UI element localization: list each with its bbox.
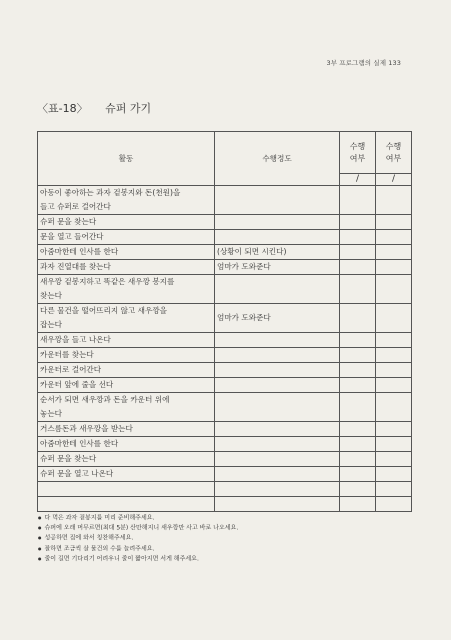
note-text: 줄이 길면 기다리기 어려우니 줄이 짧아지면 서게 해주세요.: [44, 555, 199, 563]
table-row: [38, 422, 412, 437]
activity-text: [40, 482, 212, 496]
performance-cell: [215, 422, 340, 437]
performance-cell: [215, 215, 340, 230]
note-item: [38, 523, 238, 533]
done-check-cell: [376, 348, 412, 363]
activity-text: 거스름돈과 새우깡을 받는다: [40, 424, 133, 433]
bullet-icon: ●: [38, 545, 42, 551]
performance-cell: [215, 482, 340, 497]
date-slash-2: /: [376, 174, 412, 186]
performance-cell: [215, 348, 340, 363]
activity-text: 카운터 앞에 줄을 선다: [40, 380, 114, 389]
performance-cell: 엄마가 도와준다: [215, 304, 340, 333]
done-column-header-1: 수행 여부: [340, 132, 376, 174]
done-check-cell: [376, 260, 412, 275]
table-row: [38, 275, 412, 304]
activity-text: 순서가 되면 새우깡과 돈을 카운터 위에: [40, 395, 170, 404]
done-check-cell: [376, 422, 412, 437]
note-item: [38, 513, 238, 523]
activity-cell: [38, 260, 215, 275]
note-item: [38, 544, 238, 554]
activity-text: 카운터로 걸어간다: [40, 365, 102, 374]
activity-cell: [38, 363, 215, 378]
performance-cell: [215, 275, 340, 304]
performance-cell: [215, 467, 340, 482]
activity-cell: [38, 230, 215, 245]
done-check-cell: [340, 260, 376, 275]
activity-cell: [38, 245, 215, 260]
notes-list: [38, 513, 238, 564]
table-row: [38, 497, 412, 512]
performance-cell: [215, 393, 340, 422]
table-row: [38, 215, 412, 230]
performance-cell: [215, 363, 340, 378]
done-check-cell: [340, 333, 376, 348]
performance-cell: 엄마가 도와준다: [215, 260, 340, 275]
note-text: 슈퍼에 오래 머무르면(최대 5분) 산만해지니 새우깡만 사고 바로 나오세요.: [44, 524, 239, 532]
done-check-cell: [376, 215, 412, 230]
done-check-cell: [376, 497, 412, 512]
note-text: 다 먹은 과자 겉봉지를 미리 준비해주세요.: [44, 514, 155, 522]
activity-text: 아줌마한테 인사를 한다: [40, 439, 119, 448]
table-row: [38, 452, 412, 467]
done-check-cell: [340, 186, 376, 215]
done-check-cell: [340, 482, 376, 497]
activity-text: 문을 열고 들어간다: [40, 232, 104, 241]
table-row: [38, 245, 412, 260]
table-row: [38, 348, 412, 363]
activity-cell: [38, 378, 215, 393]
activity-cell: [38, 497, 215, 512]
done-check-cell: [340, 437, 376, 452]
bullet-icon: ●: [38, 555, 42, 561]
notes: [38, 513, 238, 564]
done-check-cell: [340, 245, 376, 260]
performance-column-header: 수행정도: [215, 132, 340, 186]
done-check-cell: [340, 467, 376, 482]
done-check-cell: [376, 452, 412, 467]
bullet-icon: ●: [38, 535, 42, 541]
activity-cell: [38, 275, 215, 304]
done-check-cell: [376, 304, 412, 333]
table-row: [38, 186, 412, 215]
performance-cell: [215, 333, 340, 348]
performance-cell: (상황이 되면 시킨다): [215, 245, 340, 260]
bullet-icon: ●: [38, 515, 42, 520]
activity-text: 들고 슈퍼로 걸어간다: [40, 202, 111, 211]
table-row: [38, 333, 412, 348]
activity-cell: [38, 304, 215, 333]
activity-text: 다른 물건을 떨어뜨리지 않고 새우깡을: [40, 306, 168, 315]
page-header: 3부 프로그램의 실제 133: [326, 59, 401, 67]
done-check-cell: [376, 230, 412, 245]
activity-cell: [38, 437, 215, 452]
activity-table: [37, 131, 412, 512]
note-text: 잘하면 조금씩 살 물건의 수를 늘려주세요.: [44, 545, 155, 553]
done-check-cell: [340, 393, 376, 422]
activity-text: 아줌마한테 인사를 한다: [40, 247, 119, 256]
performance-cell: [215, 497, 340, 512]
activity-text: 놓는다: [40, 409, 63, 418]
done-check-cell: [376, 482, 412, 497]
activity-cell: [38, 333, 215, 348]
note-text: 성공하면 집에 와서 칭찬해주세요.: [44, 534, 134, 542]
activity-cell: [38, 215, 215, 230]
table-title-text: 슈퍼 가기: [105, 102, 152, 115]
done-check-cell: [340, 422, 376, 437]
done-check-cell: [340, 363, 376, 378]
done-check-cell: [376, 467, 412, 482]
done-column-header-2: 수행 여부: [376, 132, 412, 174]
performance-cell: [215, 186, 340, 215]
activity-cell: [38, 348, 215, 363]
performance-cell: [215, 230, 340, 245]
done-check-cell: [340, 215, 376, 230]
done-check-cell: [376, 378, 412, 393]
activity-text: 새우깡을 들고 나온다: [40, 335, 111, 344]
activity-cell: [38, 452, 215, 467]
done-check-cell: [376, 275, 412, 304]
table-row: [38, 467, 412, 482]
done-check-cell: [340, 275, 376, 304]
table-title: [37, 100, 151, 116]
done-check-cell: [340, 230, 376, 245]
performance-cell: [215, 452, 340, 467]
note-item: [38, 533, 238, 543]
activity-text: 슈퍼 문을 열고 나온다: [40, 469, 114, 478]
table-row: [38, 482, 412, 497]
table-row: [38, 304, 412, 333]
table-row: [38, 393, 412, 422]
performance-cell: [215, 437, 340, 452]
table-number: 〈표-18〉: [37, 102, 88, 115]
done-check-cell: [340, 452, 376, 467]
activity-text: 과자 진열대를 찾는다: [40, 262, 111, 271]
done-check-cell: [376, 333, 412, 348]
done-check-cell: [340, 304, 376, 333]
table-row: [38, 363, 412, 378]
done-check-cell: [376, 245, 412, 260]
bullet-icon: ●: [38, 525, 42, 531]
activity-rows: [38, 186, 412, 512]
activity-text: 잡는다: [40, 320, 63, 329]
activity-cell: [38, 467, 215, 482]
activity-text: 슈퍼 문을 찾는다: [40, 454, 97, 463]
done-check-cell: [376, 186, 412, 215]
done-check-cell: [376, 363, 412, 378]
activity-text: 슈퍼 문을 찾는다: [40, 217, 97, 226]
activity-column-header: 활동: [38, 132, 215, 186]
activity-cell: [38, 482, 215, 497]
done-check-cell: [340, 378, 376, 393]
activity-text: 새우깡 겉봉지하고 똑같은 새우깡 봉지를: [40, 277, 175, 286]
table-row: [38, 260, 412, 275]
activity-cell: [38, 393, 215, 422]
note-item: [38, 554, 238, 564]
done-check-cell: [340, 348, 376, 363]
activity-cell: [38, 186, 215, 215]
activity-cell: [38, 422, 215, 437]
activity-text: 아동이 좋아하는 과자 겉봉지와 돈(천원)을: [40, 188, 181, 197]
date-slash-1: /: [340, 174, 376, 186]
activity-text: 찾는다: [40, 291, 63, 300]
table-row: [38, 230, 412, 245]
done-check-cell: [376, 393, 412, 422]
activity-text: 카운터를 찾는다: [40, 350, 94, 359]
done-check-cell: [340, 497, 376, 512]
done-check-cell: [376, 437, 412, 452]
table-row: [38, 378, 412, 393]
activity-text: [40, 497, 212, 511]
table-row: [38, 437, 412, 452]
performance-cell: [215, 378, 340, 393]
